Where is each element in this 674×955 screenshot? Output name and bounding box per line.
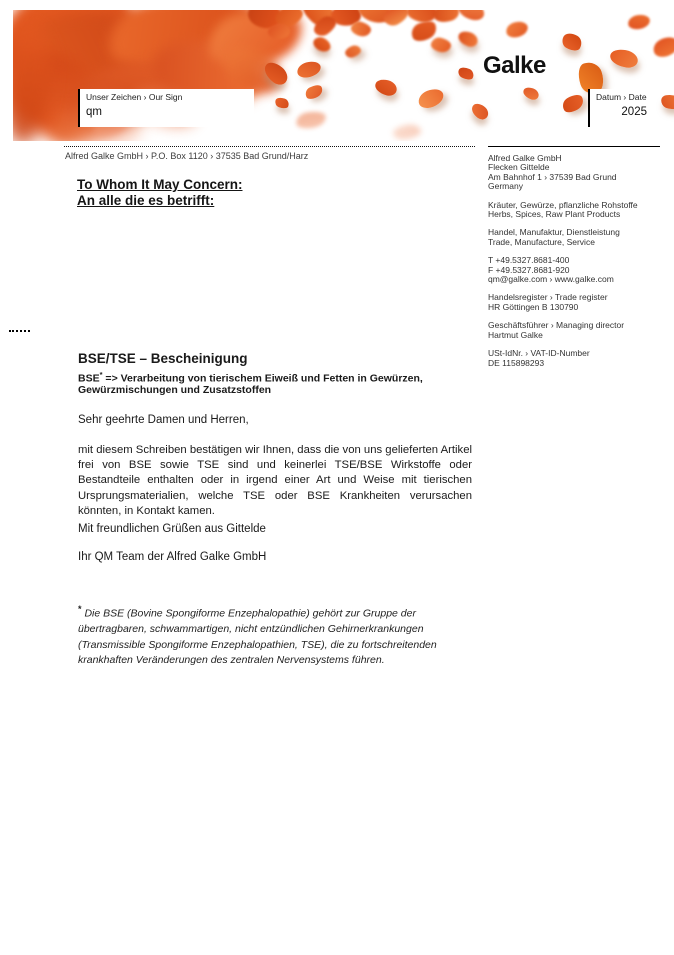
sidebar-line: USt-IdNr. › VAT-ID-Number [488, 348, 590, 359]
date-field [588, 89, 650, 127]
sidebar-line: Flecken Gittelde [488, 162, 550, 173]
spice-flake [430, 36, 452, 54]
closing-line: Mit freundlichen Grüßen aus Gittelde [78, 523, 266, 535]
sidebar-trade-register-block [488, 293, 660, 312]
signature-line: Ihr QM Team der Alfred Galke GmbH [78, 551, 267, 563]
spice-flake [416, 86, 446, 112]
spice-flake [344, 44, 363, 60]
fold-mark [9, 330, 30, 332]
sidebar-line: Handel, Manufaktur, Dienstleistung [488, 227, 620, 238]
spice-flake [560, 92, 587, 116]
spice-flake [660, 93, 674, 112]
spice-flake [374, 78, 399, 98]
spice-flake [627, 13, 651, 31]
sidebar-phone: T +49.5327.8681-400 [488, 255, 570, 266]
spice-flake [392, 123, 422, 141]
reference-field [78, 89, 254, 127]
spice-flake [522, 86, 541, 102]
sidebar-line: Herbs, Spices, Raw Plant Products [488, 209, 621, 220]
date-field-value: 2025 [621, 106, 647, 118]
sidebar-fax: F +49.5327.8681-920 [488, 264, 570, 275]
spice-flake [295, 110, 327, 131]
sidebar-services-block [488, 228, 660, 247]
subject-subtitle-prefix: BSE [78, 372, 100, 385]
spice-flake [609, 48, 640, 70]
spice-flake [303, 82, 325, 101]
sidebar-line: Germany [488, 181, 523, 192]
sidebar-line: Handelsregister › Trade register [488, 292, 608, 303]
salutation: Sehr geehrte Damen und Herren, [78, 414, 249, 426]
reference-field-label: Unser Zeichen › Our Sign [86, 92, 183, 102]
body-paragraph: mit diesem Schreiben bestätigen wir Ihnen, dass die von uns gelieferten Artikel frei von BSE sowie TSE sind und keinerlei TSE/BSE Wirkstoffe oder Bestandteile enthalten oder in irgend einer Art und Weise mit tierischen Ursprungsmaterialien, welche TSE oder BSE Krankheiten verursachen könnten, in Kontakt kamen. [78, 444, 472, 517]
recipient-line-de: An alle die es betrifft: [77, 193, 215, 208]
spice-flake [274, 96, 291, 110]
sidebar-email-web: qm@galke.com › www.galke.com [488, 274, 614, 285]
spice-flake [454, 10, 487, 25]
spice-flake [469, 101, 491, 122]
subject-subtitle-rest: => Verarbeitung von tierischem Eiweiß und Fetten in Gewürzen, Gewürzmischungen und Zusatzstoffen [78, 372, 423, 396]
reference-field-value: qm [86, 106, 102, 118]
spice-flake [456, 29, 479, 48]
spice-flake [350, 20, 373, 39]
sidebar-director-block [488, 321, 660, 340]
spice-flake [431, 10, 461, 26]
date-field-label: Datum › Date [596, 92, 647, 102]
sidebar-line: HR Göttingen B 130790 [488, 301, 579, 312]
galke-logo: Galke [483, 52, 546, 79]
return-address: Alfred Galke GmbH › P.O. Box 1120 › 37535 Bad Grund/Harz [65, 151, 309, 161]
footnote [78, 602, 448, 669]
sidebar-products-block [488, 201, 660, 220]
spice-flake [311, 34, 333, 54]
recipient-heading [77, 177, 243, 209]
footnote-marker: * [78, 604, 82, 614]
sidebar-line: Alfred Galke GmbH [488, 153, 562, 163]
sidebar-line: DE 115898293 [488, 357, 545, 368]
sidebar-line: Geschäftsführer › Managing director [488, 320, 625, 331]
subject-subtitle-marker: * [99, 370, 103, 379]
subject-block [78, 351, 480, 397]
spice-flake [559, 30, 584, 54]
sidebar-vat-block [488, 349, 660, 368]
sidebar-line: Trade, Manufacture, Service [488, 236, 595, 247]
spice-flake [295, 59, 322, 80]
sidebar-contact-block [488, 256, 660, 284]
return-address-separator-line [64, 146, 475, 147]
spice-flake [504, 19, 529, 39]
spice-flake [456, 65, 475, 82]
sidebar-line: Am Bahnhof 1 › 37539 Bad Grund [488, 171, 617, 182]
sidebar-address-block [488, 154, 660, 192]
sidebar-line: Kräuter, Gewürze, pflanzliche Rohstoffe [488, 199, 638, 210]
sidebar-line: Hartmut Galke [488, 329, 543, 340]
subject-subtitle [78, 369, 480, 397]
spice-flake [651, 34, 674, 60]
subject-title: BSE/TSE – Bescheinigung [78, 351, 248, 366]
company-info-sidebar [488, 146, 660, 377]
footnote-text: Die BSE (Bovine Spongiforme Enzephalopathie) gehört zur Gruppe der übertragbaren, schwammartigen, nicht entzündlichen Gehirnerkrankungen (Transmissible Spongiforme Enzephalopathien, TSE), die zu fortschreitenden krankhaften Veränderungen des zentralen Nervensystems führen. [78, 607, 437, 666]
recipient-line-en: To Whom It May Concern: [77, 177, 243, 192]
